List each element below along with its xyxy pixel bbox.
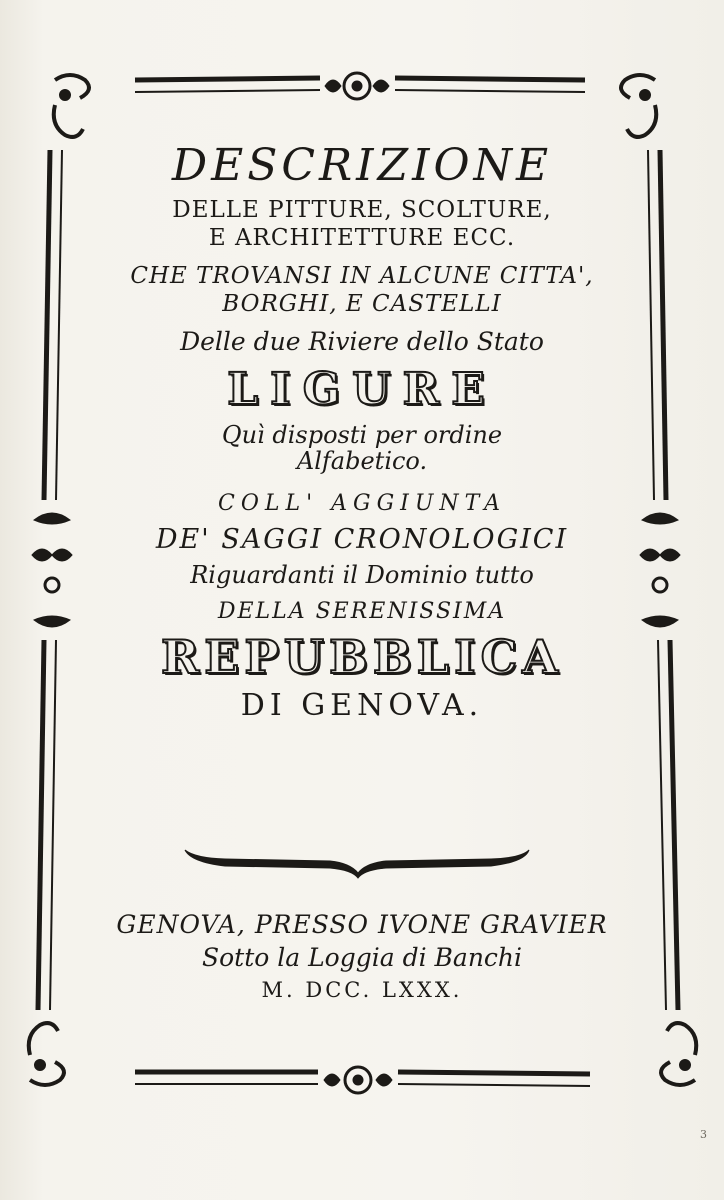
city-heading: DI GENOVA. bbox=[240, 688, 484, 723]
addition-of: DELLA SERENISSIMA bbox=[217, 599, 507, 624]
corner-ornament-top-right bbox=[621, 75, 656, 137]
imprint-block bbox=[90, 910, 634, 1002]
subtitle-line-2: E ARCHITETTURE ECC. bbox=[208, 225, 516, 251]
addition-detail: Riguardanti il Dominio tutto bbox=[190, 561, 534, 589]
publisher-line: GENOVA, PRESSO IVONE GRAVIER bbox=[116, 910, 608, 939]
corner-ornament-bottom-right bbox=[661, 1023, 696, 1085]
side-ornament-left bbox=[32, 513, 72, 627]
subtitle-line-4: BORGHI, E CASTELLI bbox=[222, 291, 502, 317]
book-title: DESCRIZIONE bbox=[171, 140, 553, 191]
year-line: M. DCC. LXXX. bbox=[261, 978, 463, 1002]
title-block bbox=[90, 130, 634, 723]
addition-intro: COLL' AGGIUNTA bbox=[217, 491, 506, 516]
subtitle-line-5: Delle due Riviere dello Stato bbox=[180, 327, 544, 356]
side-ornament-right bbox=[640, 513, 680, 627]
republic-heading: REPUBBLICA bbox=[161, 630, 563, 684]
rosette-ornament-top bbox=[325, 73, 389, 99]
corner-ornament-top-left bbox=[54, 75, 89, 137]
subtitle-line-1: DELLE PITTURE, SCOLTURE, bbox=[172, 197, 552, 223]
corner-ornament-bottom-left bbox=[29, 1023, 64, 1085]
rosette-ornament-bottom bbox=[324, 1067, 392, 1093]
region-heading: LIGURE bbox=[227, 364, 497, 415]
subtitle-line-3: CHE TROVANSI IN ALCUNE CITTA', bbox=[130, 263, 594, 289]
brace-divider-ornament bbox=[185, 850, 529, 878]
ordering-line-2: Alfabetico. bbox=[296, 447, 428, 475]
address-line: Sotto la Loggia di Banchi bbox=[201, 943, 523, 972]
page-mark: 3 bbox=[700, 1128, 707, 1141]
ordering-line-1: Quì disposti per ordine bbox=[221, 421, 503, 449]
addition-heading: DE' SAGGI CRONOLOGICI bbox=[155, 524, 569, 555]
